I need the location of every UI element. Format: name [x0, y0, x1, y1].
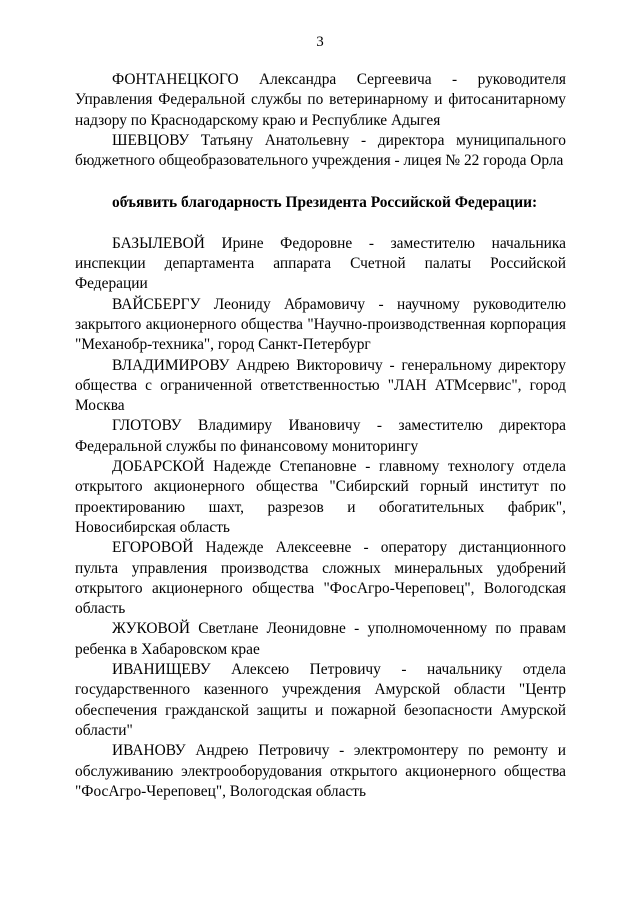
entry-paragraph: ВЛАДИМИРОВУ Андрею Викторовичу - генеральному директору общества с ограниченной ответственностью "ЛАН АТМсервис", город Москва — [75, 356, 566, 415]
entry-paragraph: ВАЙСБЕРГУ Леониду Абрамовичу - научному руководителю закрытого акционерного общества "Научно-производственная корпорация "Механобр-техника", город Санкт-Петербург — [75, 295, 566, 354]
entry-paragraph: ИВАНОВУ Андрею Петровичу - электромонтеру по ремонту и обслуживанию электрооборудования открытого акционерного общества "ФосАгро-Череповец", Вологодская область — [75, 742, 566, 800]
section-heading: объявить благодарность Президента Российской Федерации: — [112, 194, 538, 212]
page-number: 3 — [316, 34, 324, 50]
entry-paragraph: ШЕВЦОВУ Татьяну Анатольевну - директора муниципального бюджетного общеобразовательного учреждения - лицея № 22 города Орла — [75, 131, 566, 170]
entry-paragraph: ИВАНИЩЕВУ Алексею Петровичу - начальнику отдела государственного казенного учреждения Амурской области "Центр обеспечения гражданской защиты и пожарной безопасности Амурской области" — [75, 661, 566, 739]
entry-paragraph: ГЛОТОВУ Владимиру Ивановичу - заместителю директора Федеральной службы по финансовому мониторингу — [75, 417, 566, 455]
document-body — [75, 70, 566, 802]
entry-paragraph: ФОНТАНЕЦКОГО Александра Сергеевича - руководителя Управления Федеральной службы по ветеринарному и фитосанитарному надзору по Краснодарскому краю и Республике Адыгея — [75, 71, 566, 129]
entry-paragraph: ЕГОРОВОЙ Надежде Алексеевне - оператору дистанционного пульта управления производства сложных минеральных удобрений открытого акционерного общества "ФосАгро-Череповец", Вологодская область — [75, 539, 566, 618]
entry-paragraph: ЖУКОВОЙ Светлане Леонидовне - уполномоченному по правам ребенка в Хабаровском крае — [75, 620, 566, 658]
entry-paragraph: БАЗЫЛЕВОЙ Ирине Федоровне - заместителю начальника инспекции департамента аппарата Счетной палаты Российской Федерации — [75, 234, 566, 293]
entry-paragraph: ДОБАРСКОЙ Надежде Степановне - главному технологу отдела открытого акционерного общества "Сибирский горный институт по проектированию шахт, разрезов и обогатительных фабрик", Новосибирская область — [75, 458, 566, 536]
